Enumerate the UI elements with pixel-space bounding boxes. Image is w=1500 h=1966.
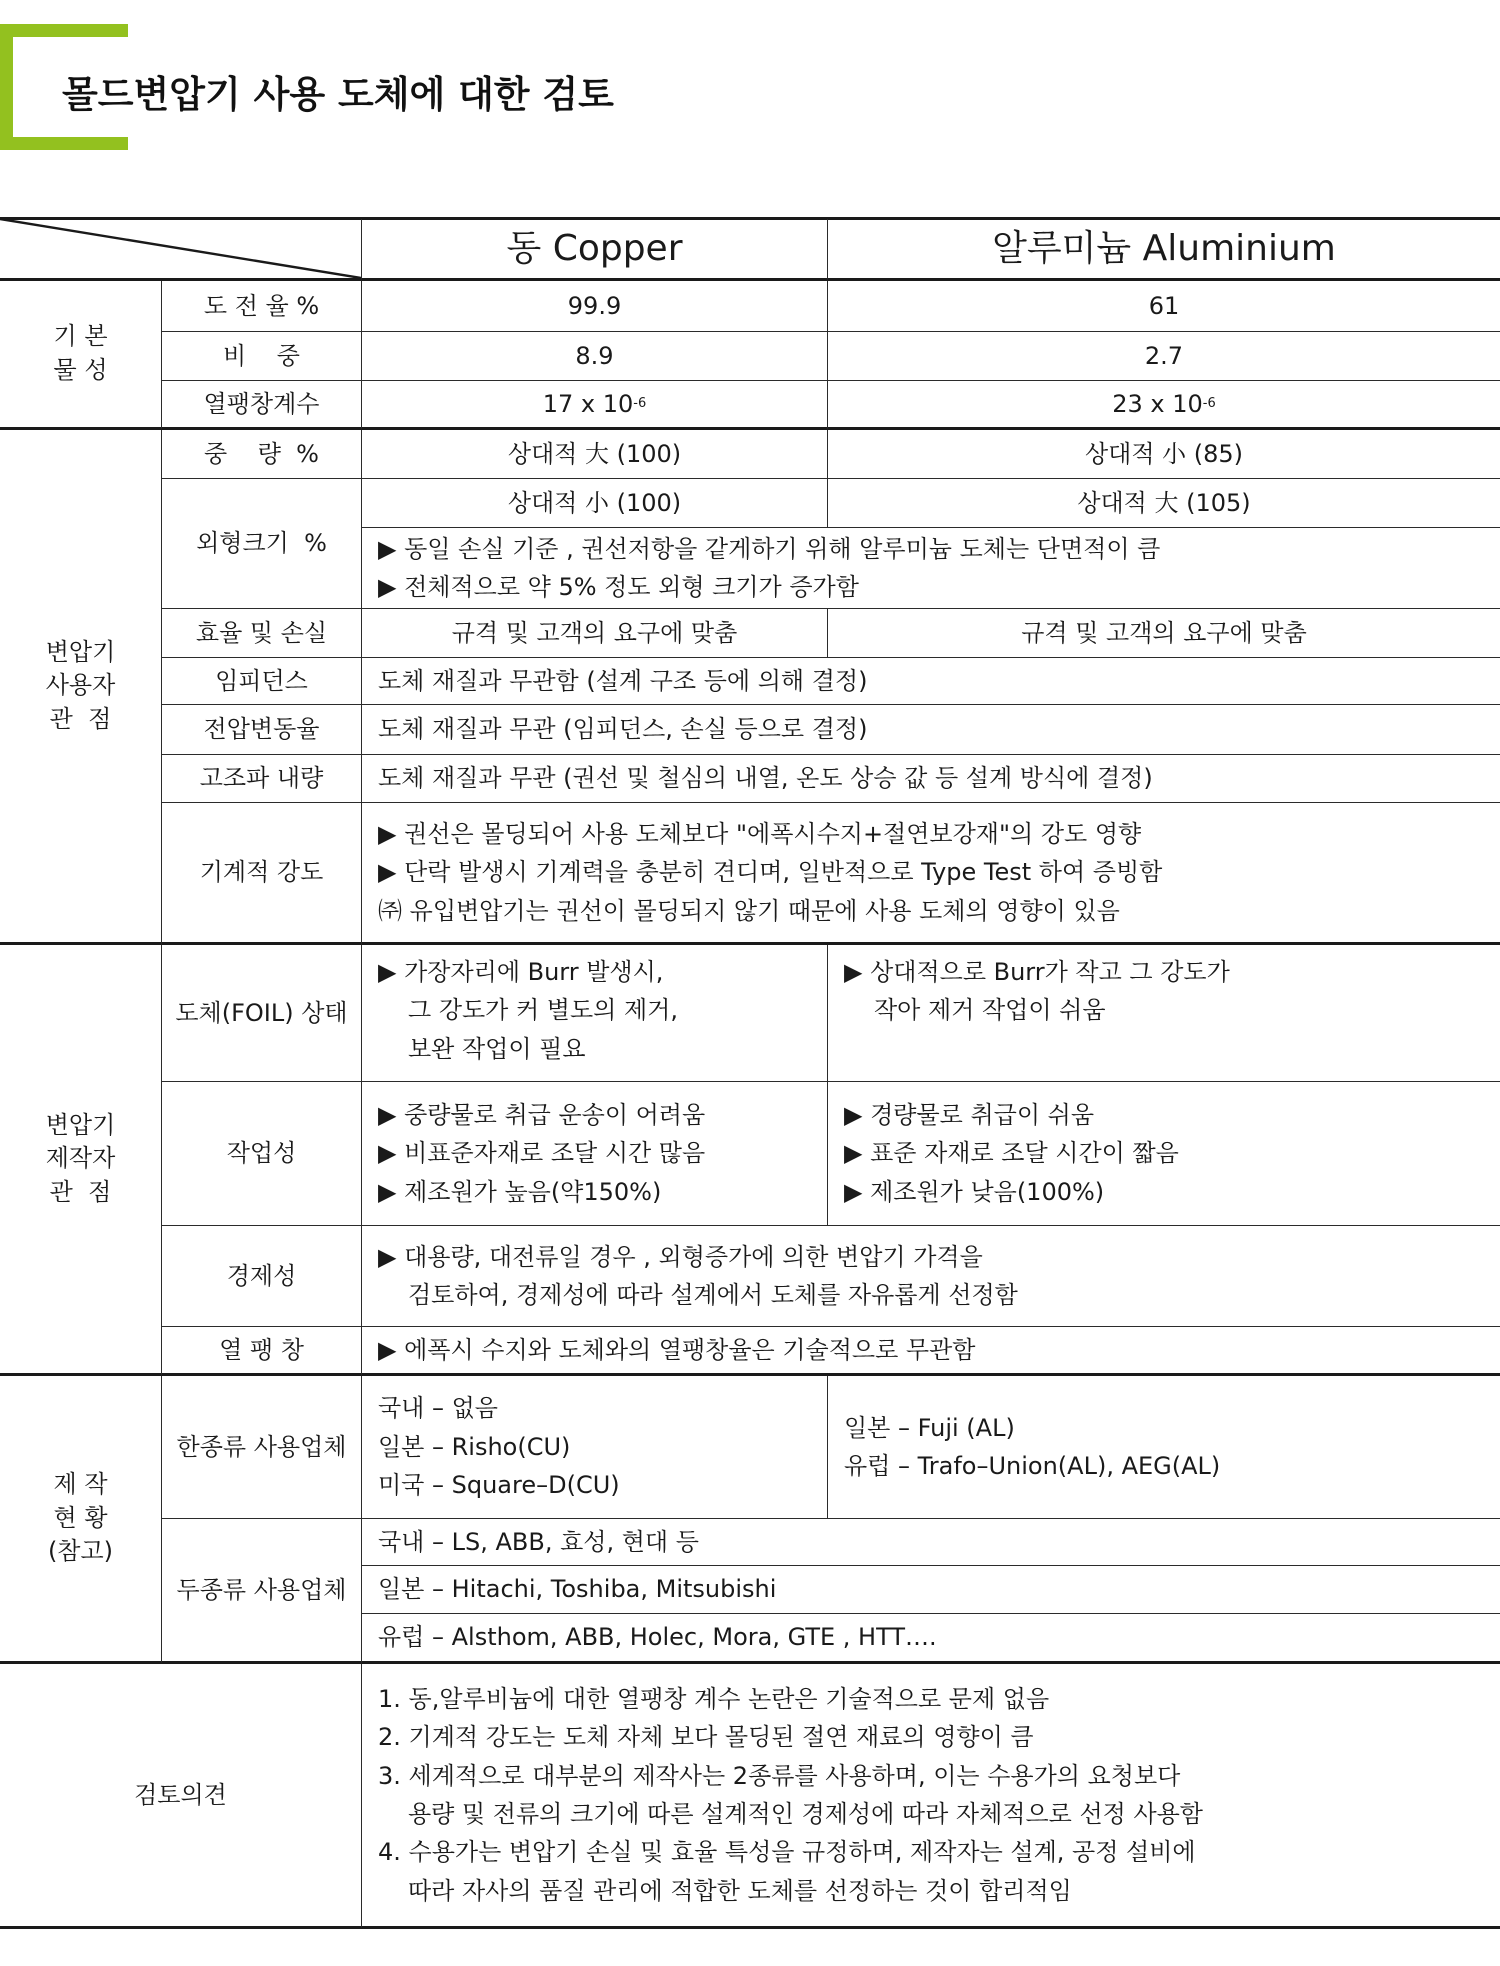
label-voltage-regulation: 전압변동율 — [162, 705, 362, 755]
value-impedance: 도체 재질과 무관함 (설계 구조 등에 의해 결정) — [362, 658, 1500, 705]
value-thermal-expansion: ▶ 에폭시 수지와 도체와의 열팽창율은 기술적으로 무관함 — [362, 1327, 1500, 1376]
label-density: 비 중 — [162, 332, 362, 381]
value-workability-cu: ▶ 중량물로 취급 운송이 어려움 ▶ 비표준자재로 조달 시간 많음 ▶ 제조원가 높음(약150%) — [362, 1082, 828, 1226]
size-notes: ▶ 동일 손실 기준 , 권선저항을 같게하기 위해 알루미늄 도체는 단면적이 큼 ▶ 전체적으로 약 5% 정도 외형 크기가 증가함 — [362, 528, 1500, 609]
label-thermal-expansion-coef: 열팽창계수 — [162, 381, 362, 430]
value-efficiency-cu: 규격 및 고객의 요구에 맞춤 — [362, 609, 828, 658]
value-expansion-cu: 17 x 10 -6 — [362, 381, 828, 430]
value-density-al: 2.7 — [828, 332, 1500, 381]
label-efficiency-loss: 효율 및 손실 — [162, 609, 362, 658]
page-title: 몰드변압기 사용 도체에 대한 검토 — [62, 73, 614, 116]
value-mechanical-strength: ▶ 권선은 몰딩되어 사용 도체보다 "에폭시수지+절연보강재"의 강도 영향 ▶ 단락 발생시 기계력을 충분히 견디며, 일반적으로 Type Test 하여 증빙함 ㈜ 유입변압기는 권선이 몰딩되지 않기 때문에 사용 도체의 영향이 있음 — [362, 803, 1500, 945]
header-copper: 동 Copper — [362, 219, 828, 281]
label-economy: 경제성 — [162, 1226, 362, 1327]
value-foil-al: ▶ 상대적으로 Burr가 작고 그 강도가 작아 제거 작업이 쉬움 — [828, 945, 1500, 1082]
value-weight-cu: 상대적 大 (100) — [362, 430, 828, 479]
value-density-cu: 8.9 — [362, 332, 828, 381]
value-weight-al: 상대적 小 (85) — [828, 430, 1500, 479]
header-aluminium: 알루미늄 Aluminium — [828, 219, 1500, 281]
label-dual-type-makers: 두종류 사용업체 — [162, 1519, 362, 1664]
value-workability-al: ▶ 경량물로 취급이 쉬움 ▶ 표준 자재로 조달 시간이 짧음 ▶ 제조원가 낮음(100%) — [828, 1082, 1500, 1226]
value-dual-type-europe: 유럽 – Alsthom, ABB, Holec, Mora, GTE , HTT…. — [362, 1614, 1500, 1664]
value-efficiency-al: 규격 및 고객의 요구에 맞춤 — [828, 609, 1500, 658]
label-conductivity: 도 전 율 % — [162, 281, 362, 332]
label-workability: 작업성 — [162, 1082, 362, 1226]
label-review-opinion: 검토의견 — [0, 1664, 362, 1929]
comparison-table — [0, 219, 1500, 1947]
label-weight: 중 량 % — [162, 430, 362, 479]
value-dual-type-korea: 국내 – LS, ABB, 효성, 현대 등 — [362, 1519, 1500, 1566]
category-user-perspective: 변압기 사용자 관 점 — [0, 430, 162, 945]
category-manufacturing-status: 제 작 현 황 (참고) — [0, 1376, 162, 1664]
value-dual-type-japan: 일본 – Hitachi, Toshiba, Mitsubishi — [362, 1566, 1500, 1614]
value-conductivity-al: 61 — [828, 281, 1500, 332]
value-conductivity-cu: 99.9 — [362, 281, 828, 332]
label-impedance: 임피던스 — [162, 658, 362, 705]
value-single-type-al: 일본 – Fuji (AL) 유럽 – Trafo–Union(AL), AEG(AL) — [828, 1376, 1500, 1519]
value-expansion-al: 23 x 10 -6 — [828, 381, 1500, 430]
value-single-type-cu: 국내 – 없음 일본 – Risho(CU) 미국 – Square–D(CU) — [362, 1376, 828, 1519]
category-maker-perspective: 변압기 제작자 관 점 — [0, 945, 162, 1376]
header-diagonal-cell — [0, 219, 362, 281]
label-foil-condition: 도체(FOIL) 상태 — [162, 945, 362, 1082]
label-single-type-makers: 한종류 사용업체 — [162, 1376, 362, 1519]
label-thermal-expansion: 열 팽 창 — [162, 1327, 362, 1376]
label-harmonic-tolerance: 고조파 내량 — [162, 755, 362, 803]
value-economy: ▶ 대용량, 대전류일 경우 , 외형증가에 의한 변압기 가격을 검토하여, 경제성에 따라 설계에서 도체를 자유롭게 선정함 — [362, 1226, 1500, 1327]
value-review-opinion: 1. 동,알루비늄에 대한 열팽창 계수 논란은 기술적으로 문제 없음 2. 기계적 강도는 도체 자체 보다 몰딩된 절연 재료의 영향이 큼 3. 세계적으로 대부분의 제작사는 2종류를 사용하며, 이는 수용가의 요청보다 용량 및 전류의 크기에 따른 설계적인 경제성에 따라 자체적으로 선정 사용함 4. 수용가는 변압기 손실 및 효율 특성을 규정하며, 제작자는 설계, 공정 설비에 따라 자사의 품질 관리에 적합한 도체를 선정하는 것이 합리적임 — [362, 1664, 1500, 1929]
label-mechanical-strength: 기계적 강도 — [162, 803, 362, 945]
value-voltage-regulation: 도체 재질과 무관 (임피던스, 손실 등으로 결정) — [362, 705, 1500, 755]
value-harmonic-tolerance: 도체 재질과 무관 (권선 및 철심의 내열, 온도 상승 값 등 설계 방식에 결정) — [362, 755, 1500, 803]
category-basic-properties: 기 본 물 성 — [0, 281, 162, 430]
value-size-al: 상대적 大 (105) — [828, 479, 1500, 528]
value-foil-cu: ▶ 가장자리에 Burr 발생시, 그 강도가 커 별도의 제거, 보완 작업이 필요 — [362, 945, 828, 1082]
label-outer-size: 외형크기 % — [162, 479, 362, 609]
value-size-cu: 상대적 小 (100) — [362, 479, 828, 528]
